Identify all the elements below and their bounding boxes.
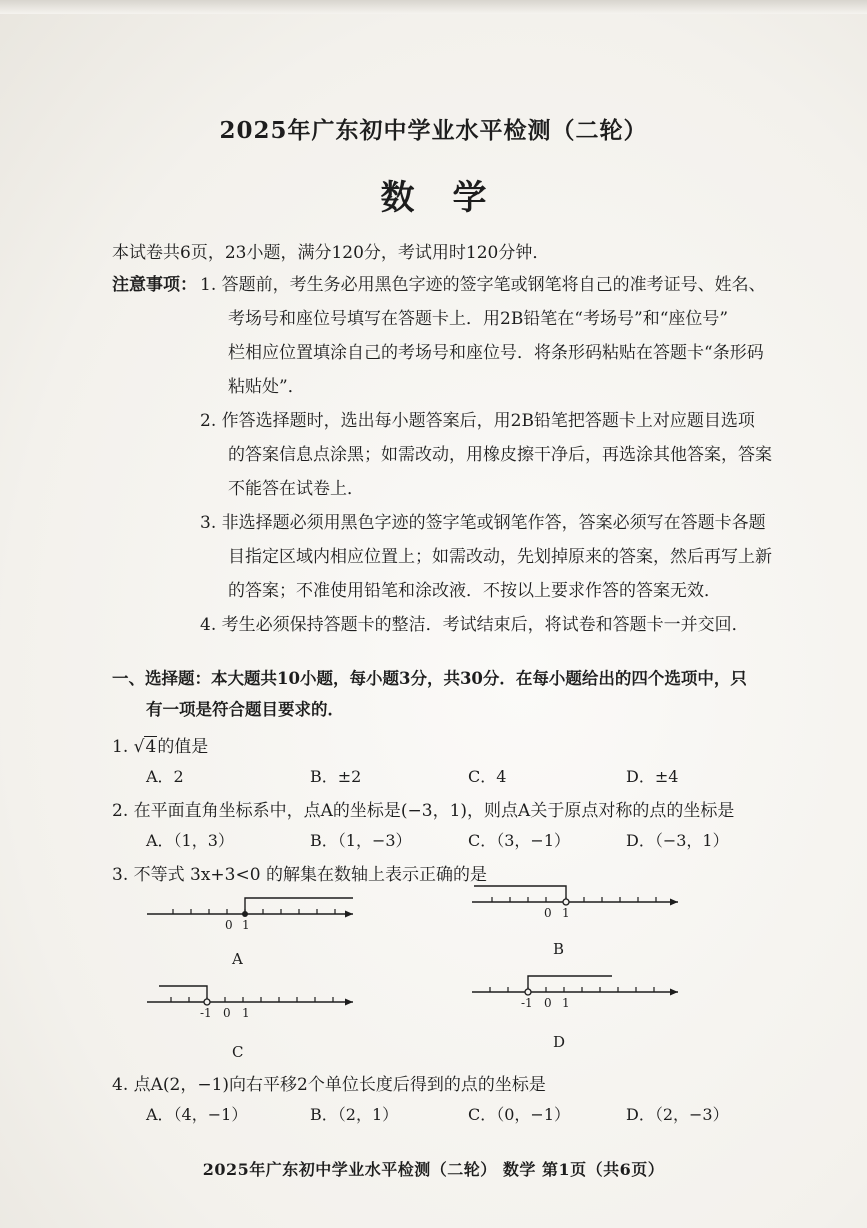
option-b: B．（1，−3） <box>310 831 412 850</box>
figure-label-b: B <box>553 940 565 958</box>
exam-title: 2025年广东初中学业水平检测（二轮） <box>219 117 648 144</box>
radicand: 4 <box>145 737 157 757</box>
note-line: 3. 非选择题必须用黑色字迹的签字笔或钢笔作答，答案必须写在答题卡各题 <box>200 513 766 533</box>
exam-intro: 本试卷共6页，23小题，满分120分，考试用时120分钟． <box>112 243 550 263</box>
note-line: 的答案信息点涂黑；如需改动，用橡皮擦干净后，再选涂其他答案，答案 <box>228 445 772 465</box>
question-2: 2. 在平面直角坐标系中，点A的坐标是(−3，1)，则点A关于原点对称的点的坐标是 <box>112 801 735 821</box>
option-c: C．4 <box>468 767 507 786</box>
tick-label: 1 <box>242 1006 250 1020</box>
tick-label: 0 <box>225 918 233 932</box>
tick-label: -1 <box>521 996 533 1010</box>
note-line: 粘贴处”． <box>228 377 305 397</box>
option-a: A．（1，3） <box>146 831 234 850</box>
question-stem: 的值是 <box>157 737 209 757</box>
number-line-d <box>470 970 680 1010</box>
tick-label: 0 <box>544 996 552 1010</box>
sqrt-symbol: √4 <box>133 737 157 757</box>
tick-label: 0 <box>223 1006 231 1020</box>
note-line: 2. 作答选择题时，选出每小题答案后，用2B铅笔把答题卡上对应题目选项 <box>200 411 755 431</box>
option-d: D．±4 <box>626 767 679 786</box>
tick-label: 1 <box>242 918 250 932</box>
question-4: 4. 点A(2，−1)向右平移2个单位长度后得到的点的坐标是 <box>112 1075 546 1095</box>
page-footer: 2025年广东初中学业水平检测（二轮） 数学 第1页（共6页） <box>202 1160 665 1179</box>
question-1 <box>112 732 208 757</box>
option-c: C．（0，−1） <box>468 1105 571 1124</box>
option-d: D．（2，−3） <box>626 1105 729 1124</box>
page-edge-shadow <box>0 0 867 14</box>
tick-label: 1 <box>562 906 570 920</box>
number-line-c <box>145 980 355 1020</box>
note-line: 不能答在试卷上． <box>228 479 364 499</box>
note-line: 1. 答题前，考生务必用黑色字迹的签字笔或钢笔将自己的准考证号、姓名、 <box>200 275 766 295</box>
tick-label: -1 <box>200 1006 212 1020</box>
option-c: C．（3，−1） <box>468 831 571 850</box>
note-line: 4. 考生必须保持答题卡的整洁．考试结束后，将试卷和答题卡一并交回． <box>200 615 749 635</box>
note-line: 栏相应位置填涂自己的考场号和座位号．将条形码粘贴在答题卡“条形码 <box>228 343 764 363</box>
note-line: 目指定区域内相应位置上；如需改动，先划掉原来的答案，然后再写上新 <box>228 547 772 567</box>
option-a: A．（4，−1） <box>146 1105 248 1124</box>
tick-label: 1 <box>562 996 570 1010</box>
note-line: 考场号和座位号填写在答题卡上．用2B铅笔在“考场号”和“座位号” <box>228 309 729 329</box>
figure-label-d: D <box>553 1033 566 1051</box>
option-b: B．±2 <box>310 767 362 786</box>
note-line: 的答案；不准使用铅笔和涂改液．不按以上要求作答的答案无效． <box>228 581 721 601</box>
tick-label: 0 <box>544 906 552 920</box>
option-b: B．（2，1） <box>310 1105 399 1124</box>
notes-label: 注意事项： <box>112 275 197 295</box>
section-heading-cont: 有一项是符合题目要求的． <box>146 700 344 719</box>
option-d: D．（−3，1） <box>626 831 729 850</box>
question-3: 3. 不等式 3x+3<0 的解集在数轴上表示正确的是 <box>112 865 487 885</box>
number-line-b <box>470 880 680 920</box>
question-number: 1. <box>112 737 129 757</box>
number-line-a <box>145 892 355 932</box>
figure-label-a: A <box>232 950 243 968</box>
section-heading: 一、选择题：本大题共10小题，每小题3分，共30分．在每小题给出的四个选项中，只 <box>112 669 747 688</box>
option-a: A．2 <box>146 767 184 786</box>
figure-label-c: C <box>232 1043 244 1061</box>
subject-title: 数学 <box>380 178 525 218</box>
